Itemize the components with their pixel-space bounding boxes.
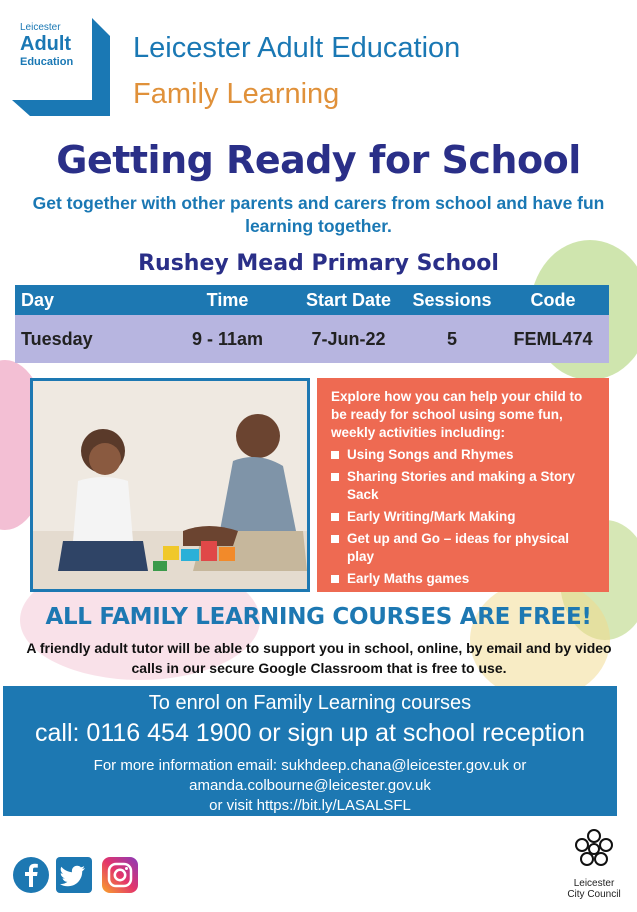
activities-list [331, 446, 597, 588]
activity-label: Early Maths games [347, 571, 470, 586]
bullet-icon [331, 575, 339, 583]
leicester-city-council-logo [554, 826, 634, 906]
activities-panel [317, 378, 609, 592]
facebook-icon[interactable] [13, 857, 49, 893]
school-name: Rushey Mead Primary School [138, 251, 499, 276]
activity-label: Sharing Stories and making a Story Sack [347, 469, 576, 502]
intro-text: Get together with other parents and carers from school and have fun learning together. [32, 193, 605, 236]
enrol-contact-info [3, 756, 617, 816]
list-item [331, 508, 597, 526]
leicester-adult-education-logo [12, 18, 110, 116]
council-line-1: Leicester [573, 878, 615, 889]
bullet-icon [331, 451, 339, 459]
bullet-icon [331, 473, 339, 481]
cell-start-date: 7-Jun-22 [311, 328, 386, 349]
cell-code: FEML474 [513, 328, 593, 349]
free-courses-banner: ALL FAMILY LEARNING COURSES ARE FREE! [45, 604, 592, 630]
header-day: Day [21, 289, 55, 310]
page-title: Getting Ready for School [56, 138, 581, 182]
enrol-panel [3, 686, 617, 816]
header-sessions: Sessions [412, 289, 492, 310]
org-subtitle: Family Learning [133, 78, 340, 110]
instagram-icon[interactable] [102, 857, 138, 893]
logo-big-text: Adult [20, 33, 72, 55]
parent-child-photo [30, 378, 310, 592]
list-item [331, 530, 597, 566]
activities-intro: Explore how you can help your child to be ready for school using some fun, weekly activities including: [331, 389, 583, 440]
list-item [331, 446, 597, 464]
list-item [331, 468, 597, 504]
table-row [15, 315, 609, 363]
enrol-heading: To enrol on Family Learning courses [148, 692, 472, 714]
twitter-icon[interactable] [56, 857, 92, 893]
logo-small-text: Leicester [20, 22, 61, 33]
enrol-phone: call: 0116 454 1900 or sign up at school reception [35, 719, 585, 747]
header-code: Code [530, 289, 576, 310]
cell-sessions: 5 [446, 328, 457, 349]
council-name [554, 878, 634, 900]
tutor-support-text: A friendly adult tutor will be able to support you in school, online, by email and by video calls in our secure Google Classroom that is free to use. [26, 640, 612, 676]
cell-day: Tuesday [21, 328, 93, 349]
logo-bottom-text: Education [20, 56, 74, 68]
bullet-icon [331, 513, 339, 521]
activity-label: Early Writing/Mark Making [347, 509, 516, 524]
council-line-2: City Council [567, 889, 621, 900]
enrol-email-line-2: amanda.colbourne@leicester.gov.uk [189, 777, 431, 794]
list-item [331, 570, 597, 588]
bullet-icon [331, 535, 339, 543]
cell-time: 9 - 11am [191, 328, 264, 349]
course-table [15, 285, 609, 363]
table-header-row [15, 285, 609, 315]
enrol-website-link[interactable]: or visit https://bit.ly/LASALSFL [209, 797, 411, 814]
activity-label: Get up and Go – ideas for physical play [347, 531, 570, 564]
enrol-email-line: For more information email: sukhdeep.chana@leicester.gov.uk or [93, 757, 527, 774]
header-start-date: Start Date [305, 289, 392, 310]
header-time: Time [206, 289, 249, 310]
activity-label: Using Songs and Rhymes [347, 447, 514, 462]
org-title: Leicester Adult Education [133, 32, 461, 64]
